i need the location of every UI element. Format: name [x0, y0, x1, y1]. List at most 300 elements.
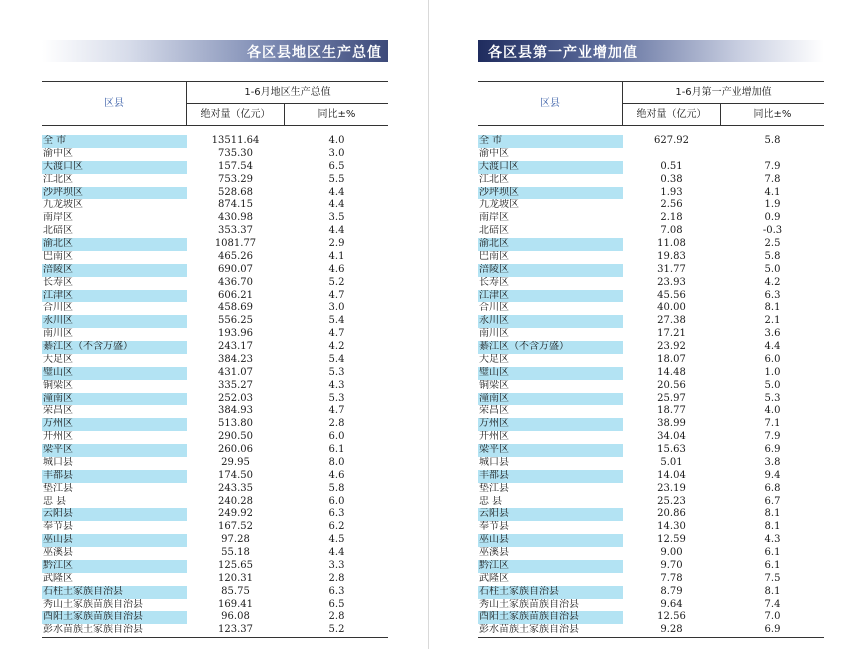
table-row [478, 135, 824, 148]
value-cell: 458.69 [218, 302, 253, 314]
value-header: 绝对量（亿元） [200, 109, 271, 120]
value-cell: 14.48 [657, 366, 686, 378]
yoy-cell: 6.0 [328, 495, 345, 507]
region-name: 丰都县 [42, 470, 187, 483]
region-name: 云阳县 [42, 508, 187, 521]
yoy-cell: 3.8 [764, 456, 781, 468]
table-row [42, 496, 388, 509]
table-row [478, 251, 824, 264]
region-name: 北碚区 [479, 225, 509, 237]
region-name: 铜梁区 [479, 379, 509, 391]
yoy-cell: 6.1 [328, 444, 345, 455]
value-cell: 25.23 [657, 495, 686, 507]
table-row [42, 341, 388, 354]
yoy-cell: 3.5 [328, 212, 345, 224]
yoy-cell: 5.3 [328, 366, 345, 378]
value-cell: 9.00 [660, 547, 683, 558]
table-row [42, 212, 388, 225]
region-name: 渝中区 [43, 147, 73, 159]
table-row [42, 161, 388, 174]
table-row [42, 302, 388, 315]
yoy-cell: 4.3 [328, 379, 345, 391]
value-cell: 23.92 [657, 341, 686, 352]
yoy-cell: 4.4 [328, 186, 345, 198]
value-cell: 735.30 [218, 147, 253, 159]
table-row [42, 393, 388, 406]
yoy-header: 同比±% [753, 109, 792, 120]
table-row [478, 457, 824, 470]
yoy-cell: 6.5 [328, 160, 345, 172]
table-row [478, 174, 824, 187]
table-row [42, 315, 388, 328]
yoy-cell: 4.6 [328, 469, 345, 481]
table-row [42, 174, 388, 187]
yoy-cell: 7.8 [764, 173, 781, 185]
yoy-cell: 2.9 [328, 238, 345, 249]
table-row [478, 521, 824, 534]
table-row [478, 586, 824, 599]
region-name: 潼南区 [42, 393, 187, 406]
yoy-cell: 2.1 [764, 315, 781, 327]
yoy-cell: 4.7 [328, 405, 345, 417]
yoy-cell: 4.7 [328, 289, 345, 301]
value-cell: 606.21 [218, 289, 253, 301]
region-header: 区县 [104, 98, 124, 109]
yoy-cell: 4.0 [328, 135, 345, 146]
region-name: 万州区 [42, 418, 187, 431]
table-row [478, 199, 824, 212]
region-name: 南川区 [479, 328, 509, 340]
yoy-cell: 5.2 [328, 276, 345, 288]
value-cell: 9.70 [660, 559, 683, 571]
table-row [478, 380, 824, 393]
table-row [42, 611, 388, 624]
region-name: 丰都县 [478, 470, 623, 483]
primary-table-header [478, 81, 824, 126]
region-name: 南岸区 [43, 212, 73, 224]
yoy-cell: 8.1 [764, 508, 781, 520]
region-name: 奉节县 [43, 521, 73, 533]
table-row [478, 483, 824, 496]
region-name: 江津区 [42, 290, 187, 303]
region-name: 彭水苗族土家族自治县 [479, 624, 579, 636]
yoy-cell: 7.0 [764, 611, 781, 623]
region-name: 合川区 [479, 302, 509, 314]
value-cell: 157.54 [218, 160, 253, 172]
table-row [478, 560, 824, 573]
value-cell: 123.37 [218, 624, 253, 636]
table-row [478, 418, 824, 431]
value-cell: 384.93 [218, 405, 253, 417]
table-row [478, 187, 824, 200]
region-name: 忠 县 [479, 495, 503, 507]
region-name: 渝北区 [42, 238, 187, 251]
table-row [42, 457, 388, 470]
yoy-cell: 7.9 [764, 431, 781, 443]
region-name: 武隆区 [479, 572, 509, 584]
value-header: 绝对量（亿元） [636, 109, 707, 120]
table-row [478, 290, 824, 303]
value-cell: 169.41 [218, 598, 253, 610]
region-name: 渝中区 [479, 147, 509, 159]
table-row [42, 586, 388, 599]
table-row [42, 599, 388, 612]
value-cell: 290.50 [218, 431, 253, 443]
table-row [42, 135, 388, 148]
value-cell: 513.80 [218, 418, 253, 430]
value-cell: 34.04 [657, 431, 686, 443]
yoy-cell: 5.8 [764, 250, 781, 262]
region-name: 黔江区 [478, 560, 623, 573]
yoy-cell: 5.8 [764, 135, 781, 146]
yoy-cell: 4.1 [328, 250, 345, 262]
region-name: 潼南区 [478, 393, 623, 406]
page-spine [428, 0, 429, 649]
yoy-cell: 5.5 [328, 173, 345, 185]
yoy-cell: 5.8 [328, 482, 345, 494]
yoy-cell: 6.0 [328, 431, 345, 443]
yoy-cell: 4.7 [328, 328, 345, 340]
table-row [42, 367, 388, 380]
value-cell: 252.03 [218, 392, 253, 404]
region-name: 酉阳土家族苗族自治县 [478, 611, 623, 624]
yoy-cell: 5.3 [764, 392, 781, 404]
value-cell: 353.37 [218, 225, 253, 237]
yoy-cell: 5.4 [328, 315, 345, 327]
primary-table-body [478, 135, 824, 638]
table-row [42, 290, 388, 303]
value-cell: 874.15 [218, 199, 253, 211]
table-row [478, 277, 824, 290]
table-row [478, 624, 824, 637]
table-row [42, 508, 388, 521]
region-name: 城口县 [479, 456, 509, 468]
value-cell: 335.27 [218, 379, 253, 391]
yoy-cell: 6.9 [764, 624, 781, 636]
table-row [42, 148, 388, 161]
table-row [478, 599, 824, 612]
yoy-cell: 5.0 [764, 379, 781, 391]
region-name: 巫溪县 [479, 547, 509, 558]
value-cell: 23.93 [657, 276, 686, 288]
region-name: 涪陵区 [478, 264, 623, 277]
region-name: 酉阳土家族苗族自治县 [42, 611, 187, 624]
gdp-banner [42, 40, 388, 62]
value-cell: 7.78 [660, 572, 683, 584]
yoy-cell: 0.9 [764, 212, 781, 224]
yoy-cell: 9.4 [764, 469, 781, 481]
value-cell: 97.28 [221, 534, 250, 546]
value-cell: 167.52 [218, 521, 253, 533]
table-row [42, 444, 388, 457]
yoy-cell: 4.4 [328, 225, 345, 237]
region-name: 江北区 [479, 173, 509, 185]
value-cell: 243.17 [218, 341, 253, 352]
table-row [42, 354, 388, 367]
value-cell: 20.56 [657, 379, 686, 391]
region-name: 奉节县 [479, 521, 509, 533]
value-cell: 17.21 [657, 328, 686, 340]
region-name: 北碚区 [43, 225, 73, 237]
table-row [478, 212, 824, 225]
value-cell: 690.07 [218, 263, 253, 275]
value-cell: 174.50 [218, 469, 253, 481]
gdp-title: 各区县地区生产总值 [247, 45, 382, 61]
yoy-cell: 3.0 [328, 302, 345, 314]
value-cell: 240.28 [218, 495, 253, 507]
value-cell: 431.07 [218, 366, 253, 378]
region-name: 南川区 [43, 328, 73, 340]
region-name: 巴南区 [479, 250, 509, 262]
value-cell: 384.23 [218, 353, 253, 365]
value-cell: 18.77 [657, 405, 686, 417]
region-name: 巴南区 [43, 250, 73, 262]
table-row [478, 508, 824, 521]
value-cell: 430.98 [218, 212, 253, 224]
table-row [478, 161, 824, 174]
yoy-cell: 4.4 [328, 199, 345, 211]
region-name: 大渡口区 [478, 161, 623, 174]
region-name: 大足区 [43, 353, 73, 365]
yoy-header: 同比±% [317, 109, 356, 120]
yoy-cell: 6.2 [328, 521, 345, 533]
yoy-cell: 6.3 [328, 508, 345, 520]
yoy-cell: 4.0 [764, 405, 781, 417]
region-name: 巫溪县 [43, 547, 73, 558]
yoy-cell: 7.4 [764, 598, 781, 610]
value-cell: 15.63 [657, 444, 686, 455]
value-cell: 193.96 [218, 328, 253, 340]
yoy-cell: 6.1 [764, 547, 781, 558]
table-row [478, 393, 824, 406]
table-row [478, 496, 824, 509]
value-cell: 55.18 [221, 547, 250, 558]
table-row [42, 573, 388, 586]
region-name: 沙坪坝区 [42, 187, 187, 200]
value-cell: 436.70 [218, 276, 253, 288]
region-name: 巫山县 [478, 534, 623, 547]
region-name: 彭水苗族土家族自治县 [43, 624, 143, 636]
value-cell: 0.51 [660, 160, 683, 172]
yoy-cell: 3.3 [328, 559, 345, 571]
region-name: 永川区 [478, 315, 623, 328]
region-name: 梁平区 [478, 444, 623, 457]
value-cell: 18.07 [657, 353, 686, 365]
yoy-cell: 5.4 [328, 353, 345, 365]
value-cell: 96.08 [221, 611, 250, 623]
region-name: 江北区 [43, 173, 73, 185]
yoy-cell: 2.5 [764, 238, 781, 249]
table-row [42, 225, 388, 238]
value-cell: 85.75 [221, 585, 250, 597]
value-cell: 45.56 [657, 289, 686, 301]
yoy-cell: 6.0 [764, 353, 781, 365]
region-name: 秀山土家族苗族自治县 [479, 598, 579, 610]
value-cell: 14.04 [657, 469, 686, 481]
value-cell: 5.01 [660, 456, 683, 468]
value-cell: 465.26 [218, 250, 253, 262]
value-cell: 19.83 [657, 250, 686, 262]
primary-title: 各区县第一产业增加值 [488, 45, 638, 61]
region-name: 江津区 [478, 290, 623, 303]
table-row [42, 560, 388, 573]
table-row [478, 367, 824, 380]
region-name: 大渡口区 [42, 161, 187, 174]
yoy-cell: 5.2 [328, 624, 345, 636]
value-cell: 27.38 [657, 315, 686, 327]
region-name: 长寿区 [43, 276, 73, 288]
value-cell: 0.38 [660, 173, 683, 185]
yoy-cell: 6.7 [764, 495, 781, 507]
yoy-cell: 1.9 [764, 199, 781, 211]
region-name: 璧山区 [42, 367, 187, 380]
yoy-cell: 6.5 [328, 598, 345, 610]
table-row [42, 534, 388, 547]
value-cell: 9.64 [660, 598, 683, 610]
table-row [478, 547, 824, 560]
table-row [42, 521, 388, 534]
value-cell: 40.00 [657, 302, 686, 314]
yoy-cell: 5.3 [328, 392, 345, 404]
value-cell: 243.35 [218, 482, 253, 494]
region-name: 长寿区 [479, 276, 509, 288]
table-row [42, 251, 388, 264]
region-name: 秀山土家族苗族自治县 [43, 598, 143, 610]
yoy-cell: 1.0 [764, 366, 781, 378]
value-cell: 12.56 [657, 611, 686, 623]
value-cell: 249.92 [218, 508, 253, 520]
table-row [42, 264, 388, 277]
region-name: 全 市 [478, 135, 623, 148]
table-row [478, 431, 824, 444]
table-row [42, 547, 388, 560]
region-name: 开州区 [43, 431, 73, 443]
value-cell: 11.08 [657, 238, 686, 249]
value-cell: 20.86 [657, 508, 686, 520]
yoy-cell: 3.6 [764, 328, 781, 340]
yoy-cell: 6.3 [328, 585, 345, 597]
table-row [42, 418, 388, 431]
yoy-cell: 6.8 [764, 482, 781, 494]
yoy-cell: -0.3 [762, 225, 783, 237]
table-row [42, 470, 388, 483]
region-name: 黔江区 [42, 560, 187, 573]
table-row [42, 199, 388, 212]
region-name: 綦江区（不含万盛） [42, 341, 187, 354]
table-row [478, 148, 824, 161]
region-name: 忠 县 [43, 495, 67, 507]
yoy-cell: 8.1 [764, 585, 781, 597]
yoy-cell: 4.4 [328, 547, 345, 558]
table-row [478, 470, 824, 483]
value-cell: 2.18 [660, 212, 683, 224]
value-cell: 9.28 [660, 624, 683, 636]
value-cell: 120.31 [218, 572, 253, 584]
group-header: 1-6月地区生产总值 [187, 82, 388, 104]
table-row [42, 238, 388, 251]
table-row [478, 328, 824, 341]
value-cell: 1.93 [660, 186, 683, 198]
table-row [42, 277, 388, 290]
value-cell: 528.68 [218, 186, 253, 198]
region-name: 沙坪坝区 [478, 187, 623, 200]
table-row [478, 238, 824, 251]
table-row [478, 573, 824, 586]
region-name: 九龙坡区 [479, 199, 519, 211]
region-header: 区县 [540, 98, 560, 109]
table-row [478, 302, 824, 315]
yoy-cell: 2.8 [328, 572, 345, 584]
table-row [478, 341, 824, 354]
yoy-cell: 8.0 [328, 456, 345, 468]
region-name: 开州区 [479, 431, 509, 443]
region-name: 铜梁区 [43, 379, 73, 391]
value-cell: 13511.64 [211, 135, 260, 146]
yoy-cell: 4.3 [764, 534, 781, 546]
yoy-cell: 4.6 [328, 263, 345, 275]
value-cell: 753.29 [218, 173, 253, 185]
table-row [42, 328, 388, 341]
value-cell: 38.99 [657, 418, 686, 430]
primary-industry-panel [478, 40, 824, 638]
table-row [478, 264, 824, 277]
yoy-cell: 4.2 [764, 276, 781, 288]
value-cell: 29.95 [221, 456, 250, 468]
value-cell: 12.59 [657, 534, 686, 546]
table-row [478, 225, 824, 238]
value-cell: 23.19 [657, 482, 686, 494]
value-cell: 556.25 [218, 315, 253, 327]
value-cell: 25.97 [657, 392, 686, 404]
yoy-cell: 3.0 [328, 147, 345, 159]
yoy-cell: 2.8 [328, 611, 345, 623]
gdp-panel [42, 40, 388, 638]
value-cell: 8.79 [660, 585, 683, 597]
table-row [478, 405, 824, 418]
yoy-cell: 5.0 [764, 263, 781, 275]
region-name: 万州区 [478, 418, 623, 431]
table-row [478, 315, 824, 328]
region-name: 九龙坡区 [43, 199, 83, 211]
yoy-cell: 8.1 [764, 302, 781, 314]
value-cell: 260.06 [218, 444, 253, 455]
region-name: 垫江县 [43, 482, 73, 494]
gdp-table-body [42, 135, 388, 638]
value-cell: 1081.77 [214, 238, 257, 249]
table-row [42, 483, 388, 496]
table-row [42, 187, 388, 200]
region-name: 全 市 [42, 135, 187, 148]
region-name: 石柱土家族自治县 [42, 586, 187, 599]
table-row [478, 354, 824, 367]
region-name: 荣昌区 [479, 405, 509, 417]
region-name: 涪陵区 [42, 264, 187, 277]
value-cell: 31.77 [657, 263, 686, 275]
region-name: 大足区 [479, 353, 509, 365]
region-name: 城口县 [43, 456, 73, 468]
yoy-cell: 4.2 [328, 341, 345, 352]
region-name: 武隆区 [43, 572, 73, 584]
yoy-cell: 6.3 [764, 289, 781, 301]
value-cell: 125.65 [218, 559, 253, 571]
table-row [478, 611, 824, 624]
yoy-cell: 7.5 [764, 572, 781, 584]
table-row [42, 431, 388, 444]
region-name: 云阳县 [478, 508, 623, 521]
region-name: 南岸区 [479, 212, 509, 224]
yoy-cell: 4.4 [764, 341, 781, 352]
value-cell: 7.08 [660, 225, 683, 237]
